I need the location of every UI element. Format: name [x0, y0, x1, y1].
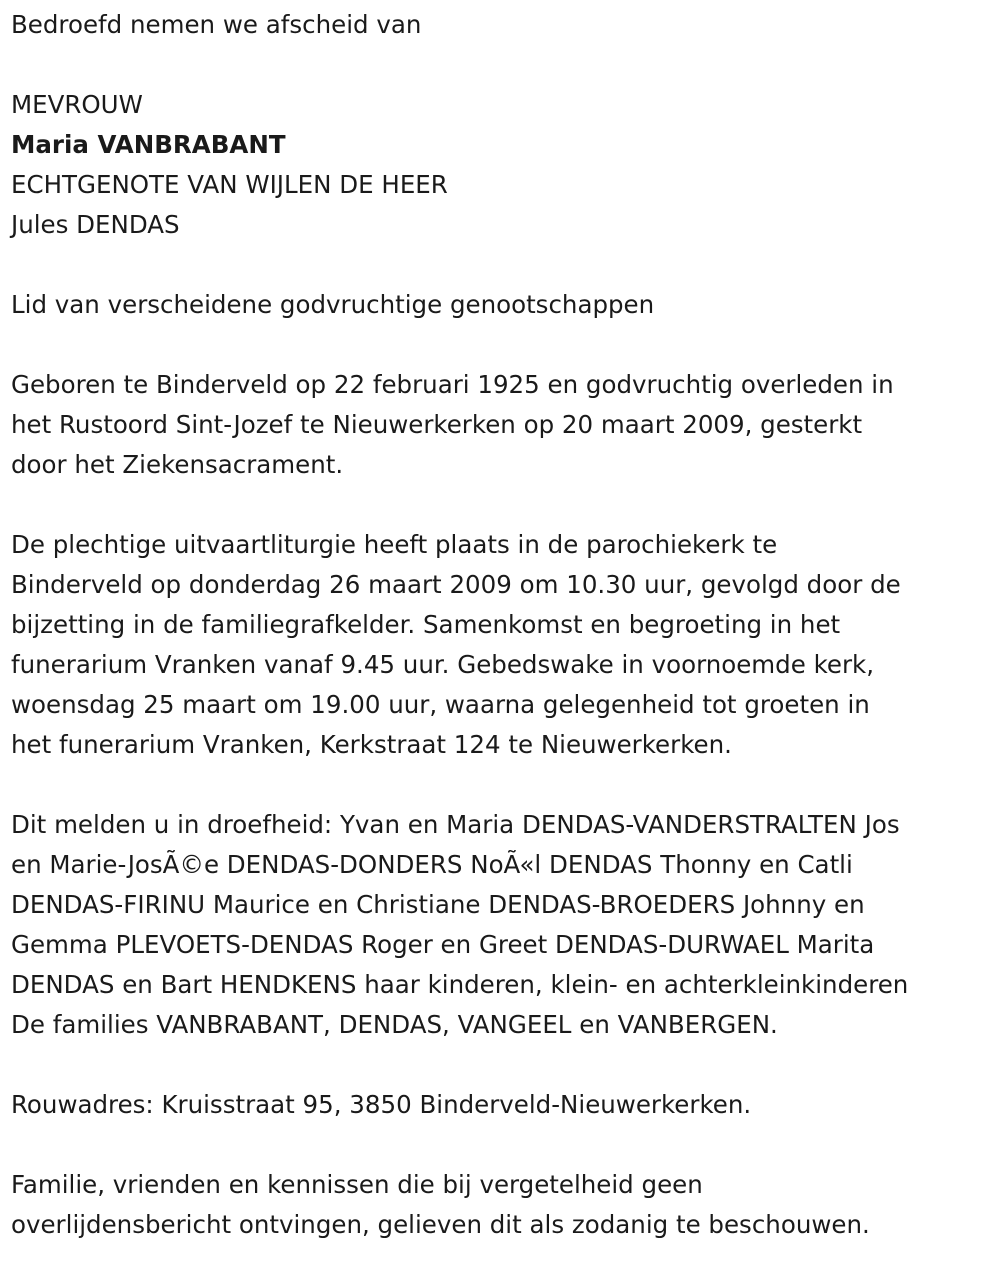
intro-text: Bedroefd nemen we afscheid van [11, 10, 422, 39]
paragraph-line: en Marie-JosÃ©e DENDAS-DONDERS NoÃ«l DENDAS Thonny en Catli [11, 850, 853, 879]
closing-paragraph [11, 1165, 986, 1245]
paragraph-line: Familie, vrienden en kennissen die bij vergetelheid geen [11, 1170, 703, 1199]
obituary-document [11, 5, 986, 1245]
paragraph-line: Dit melden u in droefheid: Yvan en Maria DENDAS-VANDERSTRALTEN Jos [11, 810, 900, 839]
spouse-name: Jules DENDAS [11, 210, 180, 239]
paragraph-line: het funerarium Vranken, Kerkstraat 124 te Nieuwerkerken. [11, 730, 732, 759]
paragraph-line: Geboren te Binderveld op 22 februari 1925 en godvruchtig overleden in [11, 370, 894, 399]
funeral-paragraph [11, 525, 986, 765]
deceased-name: Maria VANBRABANT [11, 130, 286, 159]
spacer [11, 1125, 986, 1165]
spouse-label: ECHTGENOTE VAN WIJLEN DE HEER [11, 170, 448, 199]
paragraph-line: DENDAS en Bart HENDKENS haar kinderen, klein- en achterkleinkinderen [11, 970, 909, 999]
paragraph-line: Binderveld op donderdag 26 maart 2009 om 10.30 uur, gevolgd door de [11, 570, 901, 599]
paragraph-line: woensdag 25 maart om 19.00 uur, waarna gelegenheid tot groeten in [11, 690, 870, 719]
membership-text: Lid van verscheidene godvruchtige genootschappen [11, 290, 655, 319]
paragraph-line: door het Ziekensacrament. [11, 450, 344, 479]
family-paragraph [11, 805, 986, 1045]
paragraph-line: Gemma PLEVOETS-DENDAS Roger en Greet DENDAS-DURWAEL Marita [11, 930, 875, 959]
paragraph-line: De plechtige uitvaartliturgie heeft plaats in de parochiekerk te [11, 530, 778, 559]
paragraph-line: bijzetting in de familiegrafkelder. Samenkomst en begroeting in het [11, 610, 841, 639]
spacer [11, 245, 986, 285]
paragraph-line: overlijdensbericht ontvingen, gelieven dit als zodanig te beschouwen. [11, 1210, 870, 1239]
spacer [11, 765, 986, 805]
spacer [11, 45, 986, 85]
mourning-address: Rouwadres: Kruisstraat 95, 3850 Binderveld-Nieuwerkerken. [11, 1090, 752, 1119]
spacer [11, 1045, 986, 1085]
birth-death-paragraph [11, 365, 986, 485]
paragraph-line: DENDAS-FIRINU Maurice en Christiane DENDAS-BROEDERS Johnny en [11, 890, 865, 919]
paragraph-line: funerarium Vranken vanaf 9.45 uur. Gebedswake in voornoemde kerk, [11, 650, 875, 679]
spacer [11, 485, 986, 525]
paragraph-line: het Rustoord Sint-Jozef te Nieuwerkerken op 20 maart 2009, gesterkt [11, 410, 863, 439]
deceased-title: MEVROUW [11, 90, 143, 119]
spacer [11, 325, 986, 365]
paragraph-line: De families VANBRABANT, DENDAS, VANGEEL en VANBERGEN. [11, 1010, 778, 1039]
